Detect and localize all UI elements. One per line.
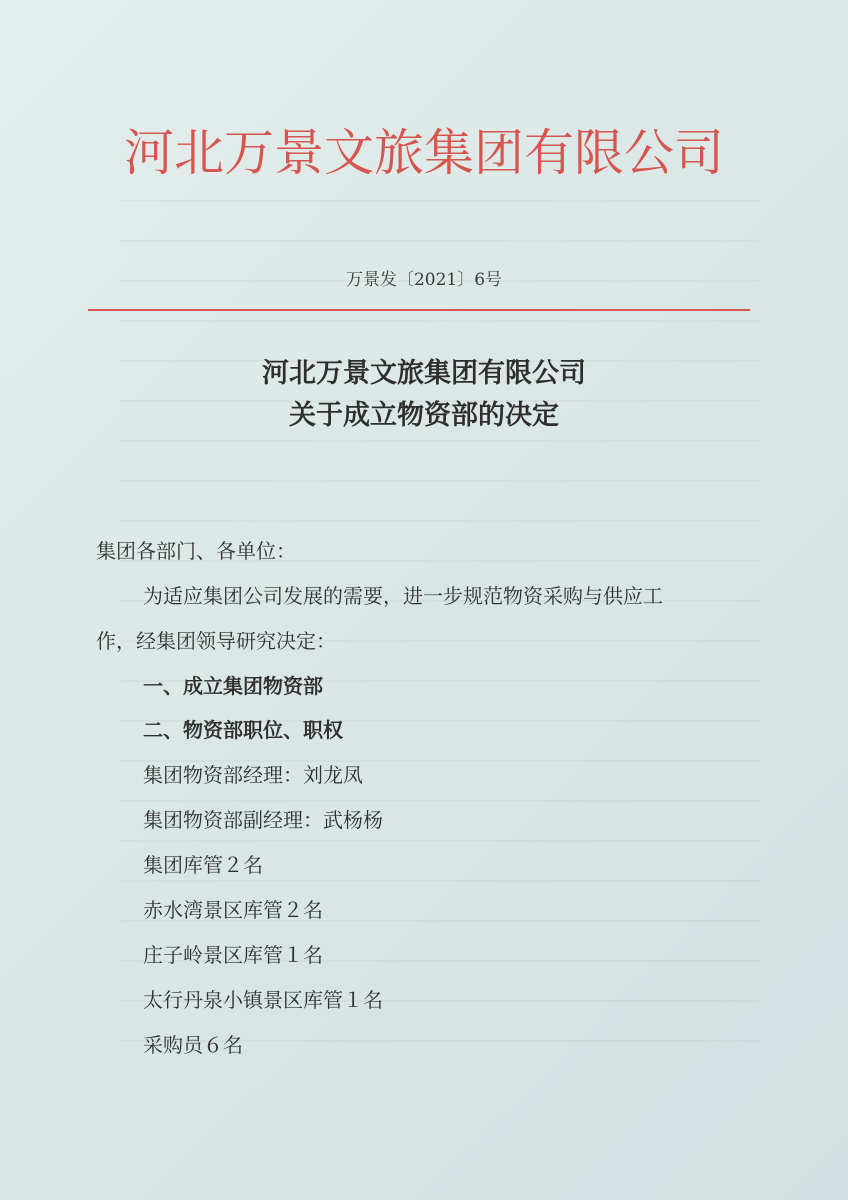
position-line: 采购员６名 xyxy=(143,1033,243,1057)
intro-paragraph-line-2: 作，经集团领导研究决定： xyxy=(96,629,336,653)
intro-paragraph-line-1: 为适应集团公司发展的需要，进一步规范物资采购与供应工 xyxy=(143,584,663,608)
red-divider-line xyxy=(88,309,750,311)
section-item-2: 二、物资部职位、职权 xyxy=(143,718,343,742)
document-title-line-1: 河北万景文旅集团有限公司 xyxy=(262,358,586,389)
position-line: 太行丹泉小镇景区库管１名 xyxy=(143,988,383,1012)
document-number: 万景发〔2021〕6号 xyxy=(345,270,503,290)
position-line: 庄子岭景区库管１名 xyxy=(143,943,323,967)
position-line: 集团库管２名 xyxy=(143,853,263,877)
position-line: 赤水湾景区库管２名 xyxy=(143,898,323,922)
position-line: 集团物资部经理：刘龙凤 xyxy=(143,763,363,787)
section-item-1: 一、成立集团物资部 xyxy=(143,674,323,698)
position-line: 集团物资部副经理：武杨杨 xyxy=(143,808,383,832)
addressee: 集团各部门、各单位： xyxy=(96,539,296,563)
company-header-title: 河北万景文旅集团有限公司 xyxy=(124,124,724,182)
document-title-line-2: 关于成立物资部的决定 xyxy=(289,400,559,431)
